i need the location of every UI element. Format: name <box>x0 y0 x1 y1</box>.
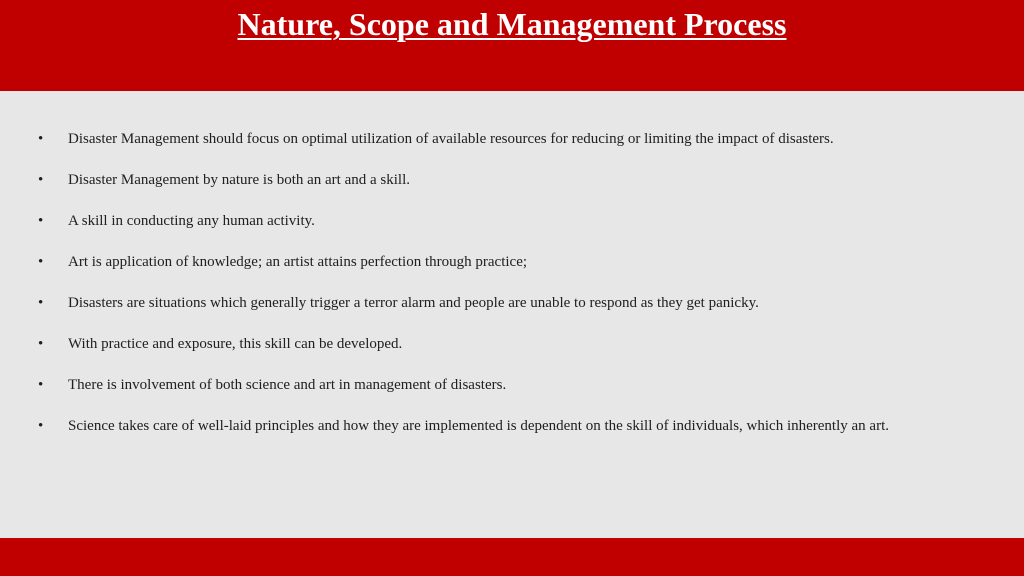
bullet-text: A skill in conducting any human activity. <box>68 213 315 229</box>
bullet-item <box>0 252 1024 273</box>
bullet-dot-icon: • <box>38 336 44 352</box>
bullet-text: Disaster Management by nature is both an art and a skill. <box>68 172 410 188</box>
slide-title: Nature, Scope and Management Process <box>237 6 787 42</box>
bullet-dot-icon: • <box>38 172 44 188</box>
bullet-item <box>0 170 1024 191</box>
bullet-text: Disaster Management should focus on optimal utilization of available resources for reducing or limiting the impact of disasters. <box>68 131 834 147</box>
bullet-dot-icon: • <box>38 213 44 229</box>
bullet-dot-icon: • <box>38 131 44 147</box>
bullet-text: With practice and exposure, this skill can be developed. <box>68 336 403 352</box>
bullet-list <box>0 129 1024 457</box>
slide-body <box>0 91 1024 538</box>
bullet-item <box>0 416 1024 437</box>
footer-banner <box>0 538 1024 576</box>
bullet-dot-icon: • <box>38 254 44 270</box>
bullet-item <box>0 334 1024 355</box>
bullet-dot-icon: • <box>38 295 44 311</box>
bullet-item <box>0 211 1024 232</box>
bullet-dot-icon: • <box>38 418 44 434</box>
bullet-dot-icon: • <box>38 377 44 393</box>
bullet-item <box>0 293 1024 314</box>
bullet-text: There is involvement of both science and art in management of disasters. <box>68 377 507 393</box>
bullet-text: Art is application of knowledge; an artist attains perfection through practice; <box>68 254 528 270</box>
bullet-item <box>0 129 1024 150</box>
bullet-text: Disasters are situations which generally trigger a terror alarm and people are unable to respond as they get panicky. <box>68 295 759 311</box>
bullet-text: Science takes care of well-laid principles and how they are implemented is dependent on the skill of individuals, which inherently an art. <box>68 418 889 434</box>
title-banner <box>0 0 1024 91</box>
bullet-item <box>0 375 1024 396</box>
